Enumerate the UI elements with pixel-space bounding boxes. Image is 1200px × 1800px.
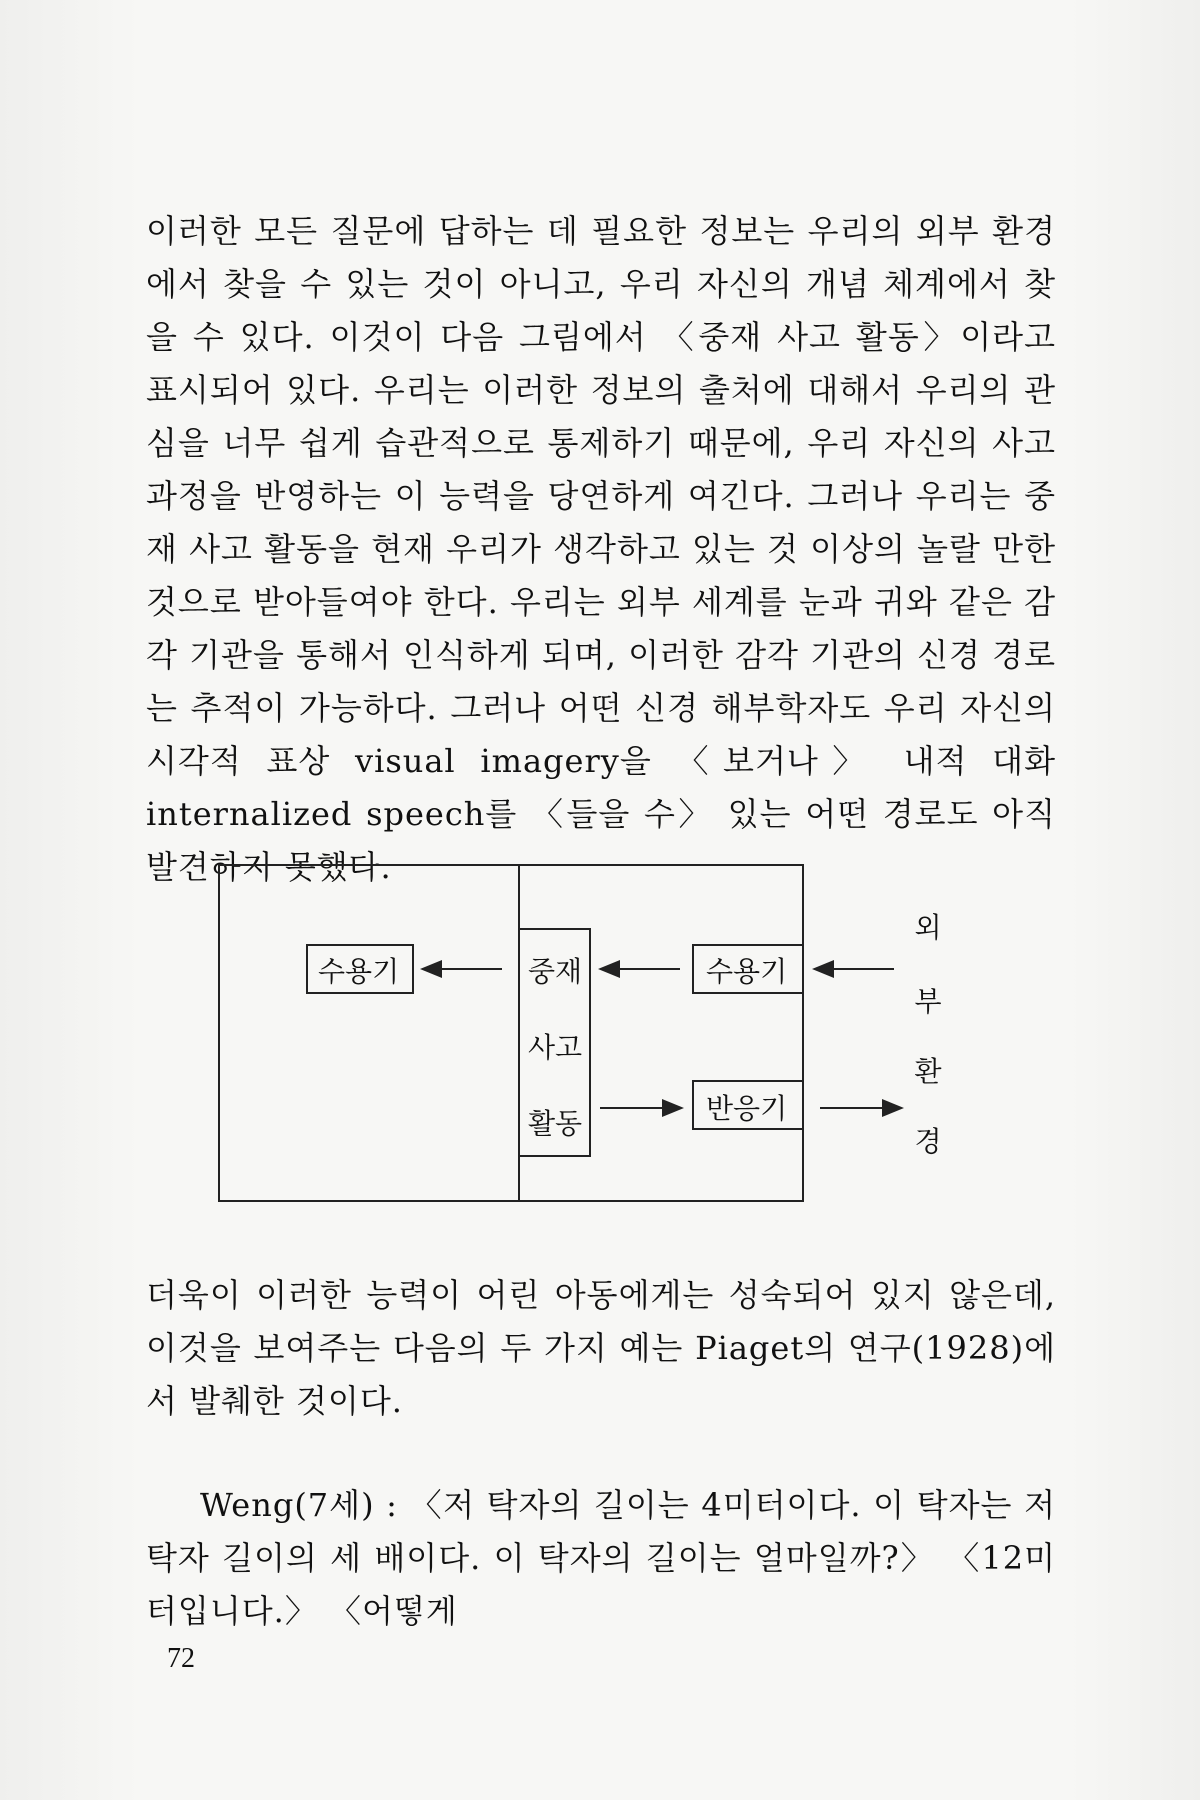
left-receptor-label: 수용기 [318,955,400,988]
divider-line [518,864,520,1202]
example-paragraph [146,1479,1056,1638]
outer-env-char-1: 외 [914,911,942,944]
organism-box [218,864,804,1202]
left-receptor-box [306,944,414,994]
outer-env-char-4: 경 [914,1125,942,1158]
responder-label: 반응기 [706,1092,788,1125]
arrow-to-environment [820,1107,884,1109]
right-receptor-label: 수용기 [706,955,788,988]
example-text: 〈저 탁자의 길이는 4미터이다. 이 탁자는 저 탁자 길이의 세 배이다. 이 탁자의 길이는 얼마일까?〉 〈12미터입니다.〉 〈어떻게 [146,1486,1056,1630]
outer-env-char-2: 부 [914,985,942,1018]
arrow-to-responder [600,1107,664,1109]
responder-box [692,1080,804,1130]
mediating-label-2: 사고 [528,1031,583,1064]
arrow-to-left-receptor [440,968,502,970]
mediating-label-1: 중재 [528,955,583,988]
mediating-activity-box [518,928,591,1157]
outer-env-char-3: 환 [914,1055,942,1088]
right-receptor-box [692,944,804,994]
mediating-label-3: 활동 [528,1107,583,1140]
speaker-label: Weng(7세) : [200,1486,398,1524]
page-number: 72 [167,1643,195,1674]
arrow-to-mediating [618,968,680,970]
body-paragraph-1: 이러한 모든 질문에 답하는 데 필요한 정보는 우리의 외부 환경에서 찾을 수 있는 것이 아니고, 우리 자신의 개념 체계에서 찾을 수 있다. 이것이 다음 그림에서 〈중재 사고 활동〉이라고 표시되어 있다. 우리는 이러한 정보의 출처에 대해서 우리의 관심을 너무 쉽게 습관적으로 통제하기 때문에, 우리 자신의 사고 과정을 반영하는 이 능력을 당연하게 여긴다. 그러나 우리는 중재 사고 활동을 현재 우리가 생각하고 있는 것 이상의 놀랄 만한 것으로 받아들여야 한다. 우리는 외부 세계를 눈과 귀와 같은 감각 기관을 통해서 인식하게 되며, 이러한 감각 기관의 신경 경로는 추적이 가능하다. 그러나 어떤 신경 해부학자도 우리 자신의 시각적 표상 visual imagery을 〈보거나〉 내적 대화 internalized speech를 〈들을 수〉 있는 어떤 경로도 아직 발견하지 못했다. [146,212,1056,886]
arrow-from-environment [832,968,894,970]
body-paragraph-2: 더욱이 이러한 능력이 어린 아동에게는 성숙되어 있지 않은데, 이것을 보여주는 다음의 두 가지 예는 Piaget의 연구(1928)에서 발췌한 것이다. [146,1276,1056,1420]
